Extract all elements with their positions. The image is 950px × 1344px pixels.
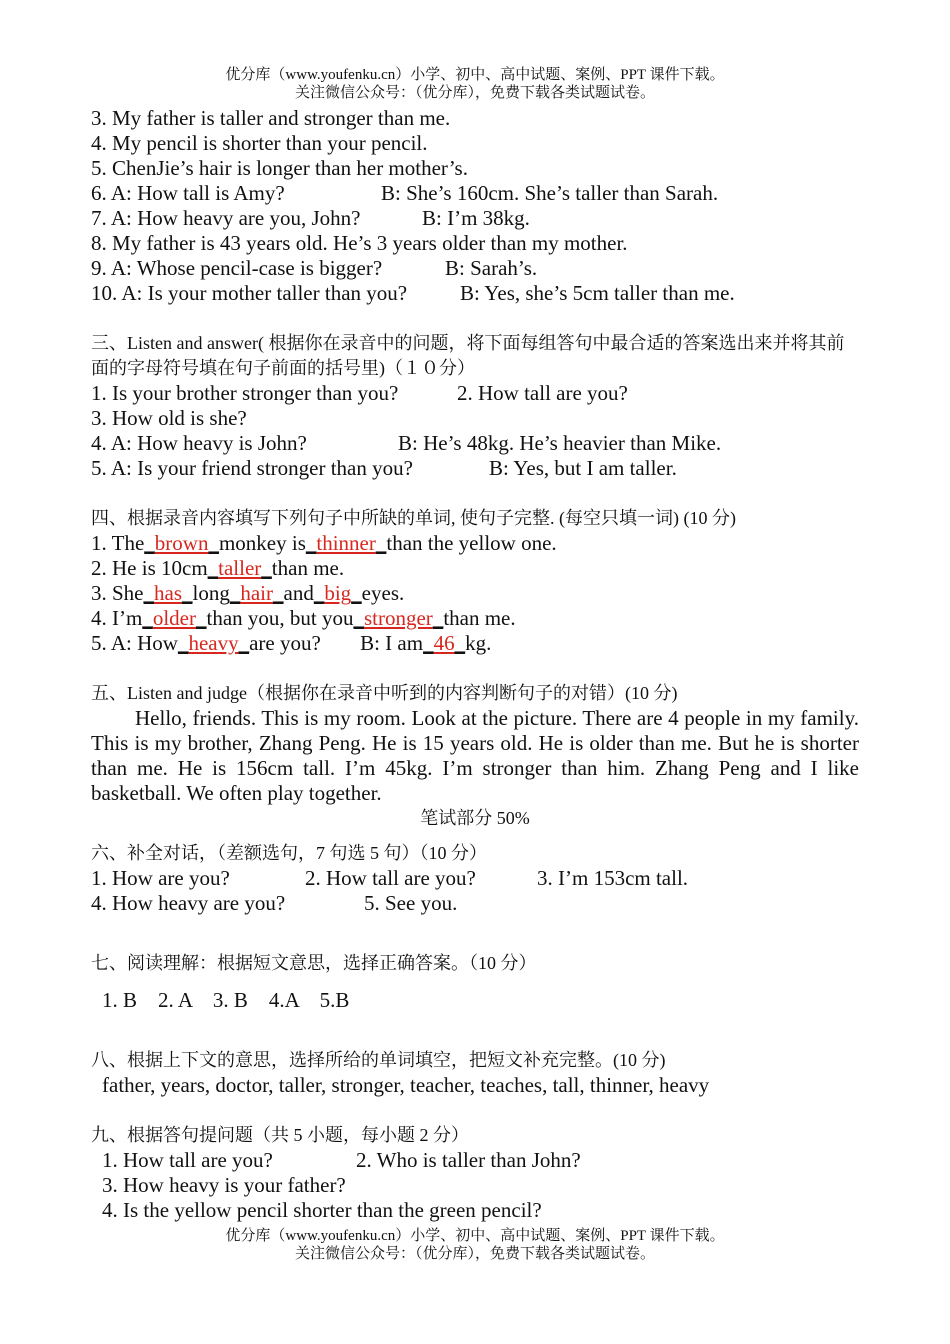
- p3-title: 三、Listen and answer( 根据你在录音中的问题，将下面每组答句中最合适的答案选出来并将其前面的字母符号填在句子前面的括号里)（１０分）: [91, 333, 845, 378]
- p6-answer-1: 1. How are you?: [91, 866, 230, 890]
- p4-q3-text-2: long: [192, 581, 230, 605]
- p3-line-4-a: 4. A: How heavy is John?: [91, 431, 307, 455]
- header-line-1: 优分库（www.youfenku.cn）小学、初中、高中试题、案例、PPT 课件下载。: [225, 67, 725, 83]
- document-body: [91, 106, 859, 1223]
- p2-line-10-a: 10. A: Is your mother taller than you?: [91, 281, 408, 305]
- p2-line-3: 3. My father is taller and stronger than me.: [91, 106, 451, 130]
- p4-q5: 5. A: How_heavy_are you? B: I am_46_kg.: [91, 631, 492, 655]
- p4-q3-text-1: 3. She: [91, 581, 144, 605]
- p3-line-4: [91, 431, 859, 456]
- p4-q4-text-2: than you, but you: [206, 606, 354, 630]
- p7-answers: 1. B 2. A 3. B 4.A 5.B: [102, 988, 350, 1012]
- p6-answer-4: 4. How heavy are you?: [91, 891, 286, 915]
- p9-question-4: 4. Is the yellow pencil shorter than the green pencil?: [102, 1198, 542, 1222]
- p3-line-5: [91, 456, 859, 481]
- p3-line-5-a: 5. A: Is your friend stronger than you?: [91, 456, 413, 480]
- p4-q2-text-1: 2. He is 10cm: [91, 556, 208, 580]
- p4-q2: 2. He is 10cm_taller_than me.: [91, 556, 345, 580]
- p2-line-9: [91, 256, 859, 281]
- p2-line-4: 4. My pencil is shorter than your pencil.: [91, 131, 428, 155]
- answer-blank: thinner: [316, 531, 376, 555]
- footer-line-1: 优分库（www.youfenku.cn）小学、初中、高中试题、案例、PPT 课件下载。: [225, 1228, 725, 1244]
- p4-q1: 1. The_brown_monkey is_thinner_than the yellow one.: [91, 531, 557, 555]
- p4-q1-text-3: than the yellow one.: [386, 531, 557, 555]
- p2-line-9-a: 9. A: Whose pencil-case is bigger?: [91, 256, 383, 280]
- answer-blank: 46: [433, 631, 455, 655]
- p2-line-6-b: B: She’s 160cm. She’s taller than Sarah.: [381, 181, 719, 205]
- answer-blank: heavy: [188, 631, 239, 655]
- p6-line-1: [91, 866, 859, 891]
- p6-line-2: [91, 891, 859, 916]
- p8-title: 八、根据上下文的意思，选择所给的单词填空，把短文补充完整。(10 分): [91, 1050, 666, 1070]
- header-line-2: 关注微信公众号：（优分库），免费下载各类试题试卷。: [294, 85, 655, 101]
- answer-blank: taller: [218, 556, 262, 580]
- p6-answer-2: 2. How tall are you?: [305, 866, 476, 890]
- p4-q5-text-2: are you?: [249, 631, 321, 655]
- p4-q5-text-4: kg.: [465, 631, 492, 655]
- answer-blank: hair: [240, 581, 273, 605]
- page-header: [0, 66, 950, 102]
- p4-q4-text-3: than me.: [443, 606, 516, 630]
- p9-question-2: 2. Who is taller than John?: [356, 1148, 581, 1172]
- p2-line-6: [91, 181, 859, 206]
- p4-title: 四、根据录音内容填写下列句子中所缺的单词, 使句子完整. (每空只填一词) (10 分): [91, 508, 736, 528]
- footer-line-2: 关注微信公众号：（优分库），免费下载各类试题试卷。: [294, 1246, 655, 1262]
- p4-q5-text-3: B: I am: [360, 631, 424, 655]
- p2-line-7-a: 7. A: How heavy are you, John?: [91, 206, 361, 230]
- p2-line-10: [91, 281, 859, 306]
- p9-title: 九、根据答句提问题（共 5 小题，每小题 2 分）: [91, 1125, 469, 1145]
- answer-blank: stronger: [363, 606, 433, 630]
- p4-q4: 4. I’m_older_than you, but you_stronger_than me.: [91, 606, 516, 630]
- p6-answer-3: 3. I’m 153cm tall.: [537, 866, 689, 890]
- p5-title: 五、Listen and judge（根据你在录音中听到的内容判断句子的对错）(10 分): [91, 683, 678, 703]
- p6-title: 六、补全对话，（差额选句，7 句选 5 句）（10 分）: [91, 843, 487, 863]
- p2-line-7-b: B: I’m 38kg.: [422, 206, 530, 230]
- p7-title: 七、阅读理解：根据短文意思，选择正确答案。（10 分）: [91, 953, 537, 973]
- p3-line-5-b: B: Yes, but I am taller.: [489, 456, 677, 480]
- p2-line-6-a: 6. A: How tall is Amy?: [91, 181, 285, 205]
- answer-blank: big: [324, 581, 352, 605]
- p4-q3-text-3: and: [283, 581, 314, 605]
- p5-passage: Hello, friends. This is my room. Look at the picture. There are 4 people in my family. This is my brother, Zhang Peng. He is 15 years old. He is older than me. But he is shorter than me. He is 156cm tall. I’m 45kg. I’m stronger than him. Zhang Peng and I like basketball. We often play together.: [91, 706, 859, 805]
- answer-blank: older: [152, 606, 196, 630]
- page-footer: [0, 1227, 950, 1263]
- p3-line-3: 3. How old is she?: [91, 406, 247, 430]
- p6-answer-5: 5. See you.: [364, 891, 458, 915]
- p3-line-1: [91, 381, 859, 406]
- p4-q3-text-4: eyes.: [361, 581, 405, 605]
- p2-line-8: 8. My father is 43 years old. He’s 3 years older than my mother.: [91, 231, 628, 255]
- p9-question-3: 3. How heavy is your father?: [102, 1173, 346, 1197]
- p4-q3: 3. She_has_long_hair_and_big_eyes.: [91, 581, 405, 605]
- p3-line-4-b: B: He’s 48kg. He’s heavier than Mike.: [398, 431, 722, 455]
- p3-line-1-b: 2. How tall are you?: [457, 381, 628, 405]
- p2-line-9-b: B: Sarah’s.: [445, 256, 538, 280]
- p4-q4-text-1: 4. I’m: [91, 606, 143, 630]
- p4-q5-text-1: 5. A: How: [91, 631, 178, 655]
- p3-line-1-a: 1. Is your brother stronger than you?: [91, 381, 399, 405]
- p4-q1-text-2: monkey is: [218, 531, 306, 555]
- p9-line-1: [91, 1148, 859, 1173]
- answer-blank: has: [154, 581, 182, 605]
- p9-question-1: 1. How tall are you?: [102, 1148, 273, 1172]
- p2-line-7: [91, 206, 859, 231]
- p4-q2-text-2: than me.: [271, 556, 345, 580]
- answer-blank: brown: [154, 531, 209, 555]
- p4-q1-text-1: 1. The: [91, 531, 145, 555]
- p2-line-5: 5. ChenJie’s hair is longer than her mother’s.: [91, 156, 468, 180]
- p2-line-10-b: B: Yes, she’s 5cm taller than me.: [460, 281, 735, 305]
- written-section-heading: 笔试部分 50%: [420, 808, 530, 828]
- p8-word-bank: father, years, doctor, taller, stronger, teacher, teaches, tall, thinner, heavy: [102, 1073, 710, 1097]
